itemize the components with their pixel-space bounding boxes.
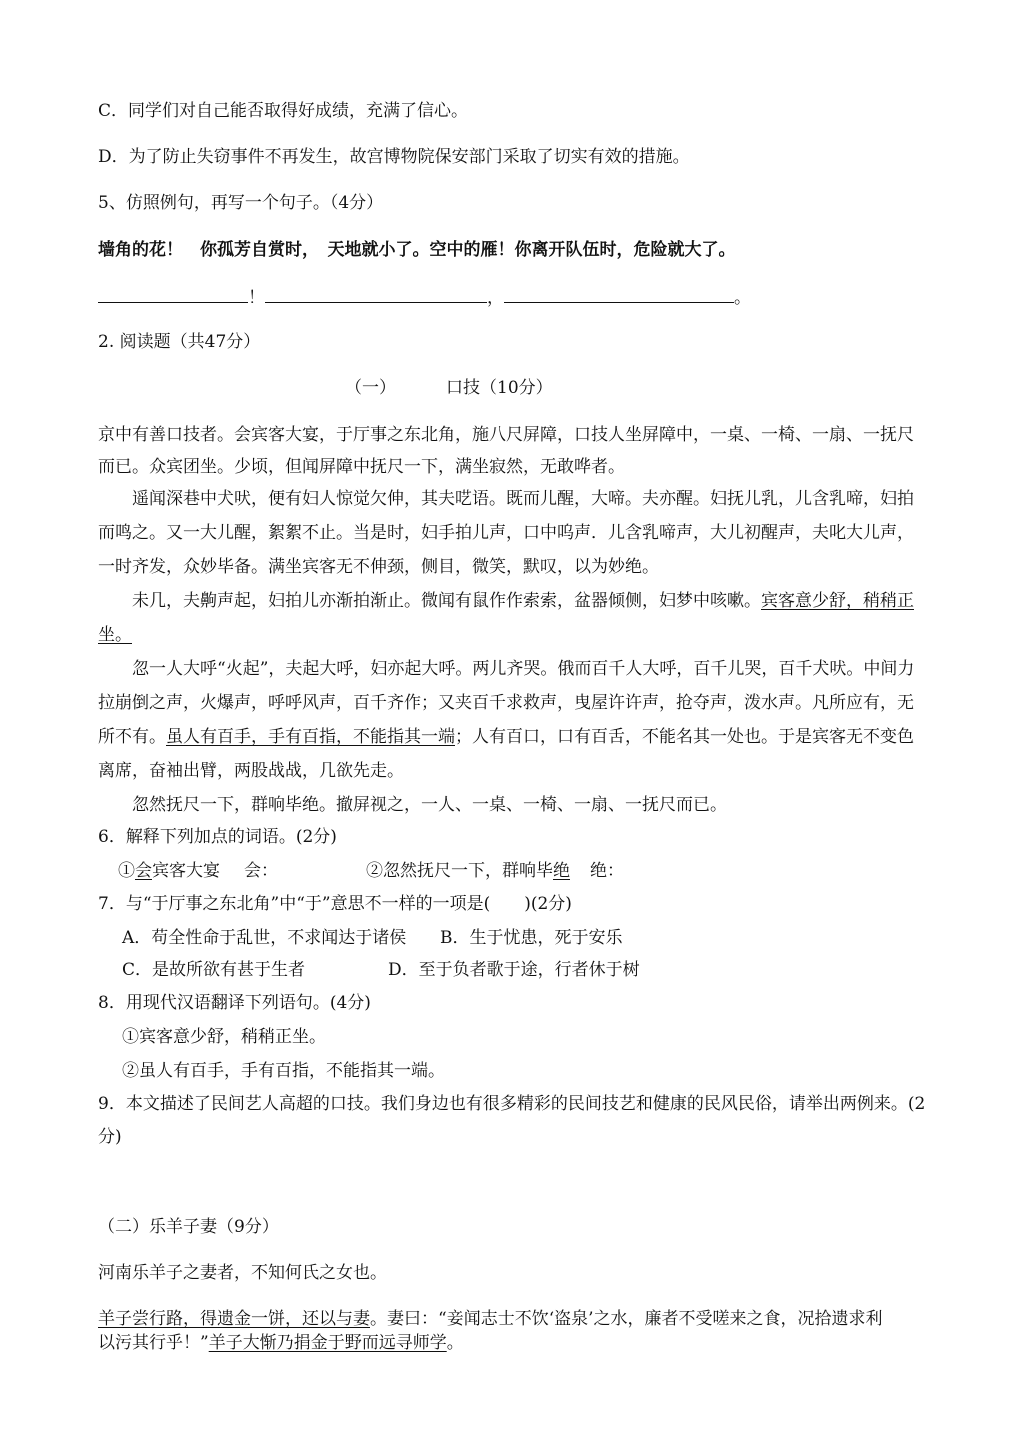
passage-1-p4-line4: 离席，奋袖出臂，两股战战，几欲先走。 xyxy=(98,761,404,781)
q6-item1-text: 宾客大宴 xyxy=(152,861,220,881)
passage-1-p1-line2: 而已。众宾团坐。少顷，但闻屏障中抚尺一下，满坐寂然，无敢哗者。 xyxy=(98,457,625,477)
q4-option-c: C．同学们对自己能否取得好成绩，充满了信心。 xyxy=(98,101,469,121)
answer-blank-2[interactable] xyxy=(265,286,487,303)
passage-2-p2-line2 xyxy=(98,1333,464,1353)
passage-1-p2-line1: 遥闻深巷中犬吠，便有妇人惊觉欠伸，其夫呓语。既而儿醒，大啼。夫亦醒。妇抚儿乳，儿含乳啼，妇拍 xyxy=(132,489,914,509)
section-2-title: 2. 阅读题（共47分） xyxy=(98,332,261,352)
q5-example: 墙角的花！ 你孤芳自赏时， 天地就小了。空中的雁！你离开队伍时，危险就大了。 xyxy=(98,240,736,260)
passage-1-p4-line2: 拉崩倒之声，火爆声，呼呼风声，百千齐作；又夹百千求救声，曳屋许许声，抢夺声，泼水声。凡所应有，无 xyxy=(98,693,914,713)
q5-answer-line xyxy=(98,286,751,308)
passage-1-heading xyxy=(345,378,553,398)
q5-prompt: 5、仿照例句，再写一个句子。（4分） xyxy=(98,193,384,213)
q6-prompt: 6．解释下列加点的词语。(2分) xyxy=(98,827,337,847)
passage-2-p2-line1 xyxy=(98,1309,883,1329)
passage-1-p4-pre: 所不有。 xyxy=(98,727,166,747)
q6-item1-marker: ① xyxy=(118,861,135,881)
passage-1-p2-line3: 一时齐发，众妙毕备。满坐宾客无不伸颈，侧目，微笑，默叹，以为妙绝。 xyxy=(98,557,659,577)
passage-1-p3-text: 未几，夫齁声起，妇拍儿亦渐拍渐止。微闻有鼠作作索索，盆器倾侧，妇梦中咳嗽。 xyxy=(132,591,761,611)
q8-item1: ①宾客意少舒，稍稍正坐。 xyxy=(122,1027,326,1047)
passage-1-p5: 忽然抚尺一下，群响毕绝。撤屏视之，一人、一桌、一椅、一扇、一抚尺而已。 xyxy=(132,795,727,815)
passage-2-p2-text-2: 以污其行乎！” xyxy=(98,1333,209,1353)
passage-1-p4-underlined: 虽人有百手，手有百指，不能指其一端 xyxy=(166,727,455,747)
q6-items xyxy=(118,861,624,881)
q9-line1: 9．本文描述了民间艺人高超的口技。我们身边也有很多精彩的民间技艺和健康的民风民俗，请举出两例来。(2 xyxy=(98,1094,926,1114)
q6-item2-label: 绝： xyxy=(590,861,624,881)
mark-exclamation: ！ xyxy=(248,288,265,308)
passage-1-p3-line2 xyxy=(98,625,132,645)
passage-1-number: （一） xyxy=(345,378,396,398)
passage-1-p4-post: ；人有百口，口有百舌，不能名其一处也。于是宾客无不变色 xyxy=(455,727,914,747)
passage-1-p4-line3 xyxy=(98,727,914,747)
q6-item2-dotted-word: 绝 xyxy=(553,861,570,881)
passage-2-p1: 河南乐羊子之妻者，不知何氏之女也。 xyxy=(98,1263,387,1283)
answer-blank-3[interactable] xyxy=(504,286,734,303)
q6-item1-dotted-word: 会 xyxy=(135,861,152,881)
q6-item1-label: 会： xyxy=(244,861,278,881)
passage-1-p2-line2: 而鸣之。又一大儿醒，絮絮不止。当是时，妇手拍儿声，口中呜声．儿含乳啼声，大儿初醒声，夫叱大儿声， xyxy=(98,523,914,543)
passage-1-p1-line1: 京中有善口技者。会宾客大宴，于厅事之东北角，施八尺屏障，口技人坐屏障中，一桌、一椅、一扇、一抚尺 xyxy=(98,425,914,445)
passage-2-heading: （二）乐羊子妻（9分） xyxy=(98,1217,279,1237)
passage-1-p3-underlined: 宾客意少舒，稍稍正 xyxy=(761,591,914,611)
q7-option-c: C．是故所欲有甚于生者 xyxy=(122,960,306,980)
passage-2-p2-text-1: 。妻曰：“妾闻志士不饮‘盗泉’之水，廉者不受嗟来之食，况拾遗求利 xyxy=(370,1309,883,1329)
q9-line2: 分) xyxy=(98,1127,122,1147)
passage-1-p4-line1: 忽一人大呼“火起”，夫起大呼，妇亦起大呼。两儿齐哭。俄而百千人大呼，百千儿哭，百千犬吠。中间力 xyxy=(132,659,915,679)
passage-1-p3-underlined-end: 坐。 xyxy=(98,625,132,645)
passage-1-p3-line1 xyxy=(132,591,914,611)
passage-1-title: 口技（10分） xyxy=(446,378,553,398)
answer-blank-1[interactable] xyxy=(98,286,248,303)
mark-period: 。 xyxy=(734,288,751,308)
q8-item2: ②虽人有百手，手有百指，不能指其一端。 xyxy=(122,1061,445,1081)
q7-option-b: B．生于忧患，死于安乐 xyxy=(440,928,623,948)
q4-option-d: D．为了防止失窃事件不再发生，故宫博物院保安部门采取了切实有效的措施。 xyxy=(98,147,690,167)
passage-2-p2-underlined-1: 羊子尝行路，得遗金一饼，还以与妻 xyxy=(98,1309,370,1329)
passage-2-p2-end: 。 xyxy=(446,1333,464,1353)
passage-2-p2-underlined-2: 羊子大惭乃捐金于野而远寻师学 xyxy=(208,1333,447,1353)
mark-comma: ， xyxy=(487,288,504,308)
q6-item2-text: ②忽然抚尺一下，群响毕 xyxy=(366,861,553,881)
q7-prompt: 7．与“于厅事之东北角”中“于”意思不一样的一项是( )(2分) xyxy=(98,894,572,914)
q7-option-a: A．苟全性命于乱世，不求闻达于诸侯 xyxy=(122,928,407,948)
q7-option-d: D．至于负者歌于途，行者休于树 xyxy=(388,960,640,980)
q8-prompt: 8．用现代汉语翻译下列语句。(4分) xyxy=(98,993,371,1013)
